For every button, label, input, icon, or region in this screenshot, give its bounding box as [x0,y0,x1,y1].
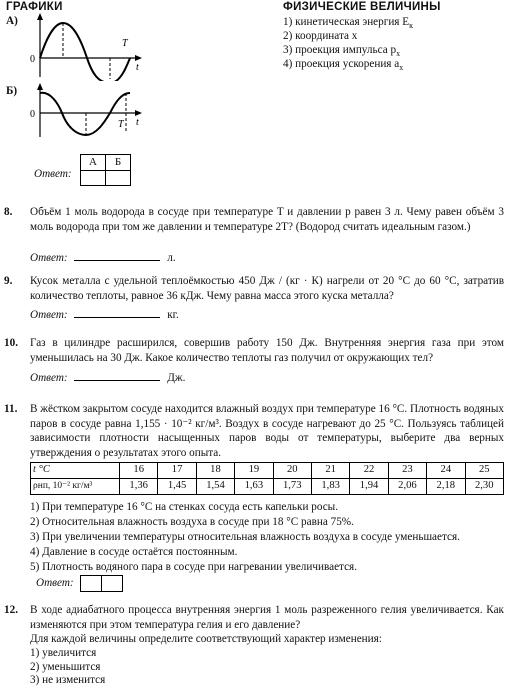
answer-cell-b[interactable] [106,170,131,185]
q11-density-cell: 1,94 [350,479,388,495]
q11-density-row [31,479,504,495]
q10-number: 10. [4,337,18,349]
q11-temp-cell: 23 [388,463,426,479]
q12-option: 3) не изменится [30,674,106,686]
graph-a-T: T [122,38,128,49]
q12-option: 1) увеличится [30,647,97,659]
q9-answer-field[interactable] [74,307,160,318]
q12-text: В ходе адиабатного процесса внутренняя энергия 1 моль разреженного гелия увеличивается. Как изменяются при этом температура гелия и его давление? [30,604,504,631]
q11-density-cell: 1,54 [196,479,234,495]
answer-grid-ab[interactable] [80,154,131,186]
q11-options [30,500,504,575]
q8-answer-label: Ответ: [30,252,68,264]
q12-options [30,646,230,687]
q11-answer-box-2[interactable] [102,575,123,592]
quantity-item: 4) проекция ускорения $a_x$ [283,58,404,73]
q11-density-cell: 2,06 [388,479,426,495]
q11-density-cell: 1,83 [311,479,349,495]
q10-answer-field[interactable] [74,370,160,381]
graph-b-zero: 0 [30,109,35,120]
q9-unit: кг. [167,309,179,321]
q11-answer-row [36,575,123,592]
q11-text: В жёстком закрытом сосуде находится влажный воздух при температуре 16 °С. Плотность водяных паров в сосуде равна 1,155 · 10⁻² кг/м³. Воздух в сосуде нагревают до 25 °С. Пользуясь таблицей зависимости плотности насыщенных паров воды от температуры, выберите два верных утверждения о результатах этого опыта. [30,403,505,459]
q9-number: 9. [4,275,13,287]
graph-a-zero: 0 [30,54,35,65]
q10-text: Газ в цилиндре расширился, совершив работу 150 Дж. Внутренняя энергия газа при этом уменьшилась на 30 Дж. Какое количество теплоты газ получил от окружающих тел? [30,337,504,364]
q11-answer-label: Ответ: [36,577,74,590]
q8-text: Объём 1 моль водорода в сосуде при температуре T и давлении p равен 3 л. Чему равен объём 3 моль водорода при том же давлении и температуре 2T? (Водород считать идеальным газом.) [30,206,504,233]
q10-answer-label: Ответ: [30,372,68,384]
answer-cell-a[interactable] [81,170,106,185]
quantity-item: 1) кинетическая энергия $E_к$ [283,16,413,31]
q11-temp-cell: 19 [235,463,273,479]
q11-density-cell: 1,73 [273,479,311,495]
col-b-header: Б [106,155,131,171]
q11-temp-cell: 18 [196,463,234,479]
quantity-item: 3) проекция импульса $p_x$ [283,44,401,59]
q8-answer-row [30,250,176,266]
q11-option: 4) Давление в сосуде остаётся постоянным. [30,546,238,558]
graph-b [30,83,155,139]
q11-option: 3) При увеличении температуры относительная влажность воздуха в сосуде уменьшается. [30,531,460,543]
q11-option: 5) Плотность водяного пара в сосуде при нагревании увеличивается. [30,561,357,573]
graph-a-label: А) [6,15,18,27]
q12-option: 2) уменьшится [30,660,101,673]
q10-unit: Дж. [167,372,186,384]
q9-answer-label: Ответ: [30,309,68,321]
q11-density-header: ρнп, 10⁻² кг/м³ [31,479,120,495]
quantities-list [283,15,503,71]
q9-text: Кусок металла с удельной теплоёмкостью 450 Дж / (кг · К) нагрели от 20 °С до 60 °С, затратив количество теплоты, равное 36 кДж. Чему равна масса этого куска металла? [30,275,504,302]
q11-temp-cell: 22 [350,463,388,479]
graph-a [30,13,155,81]
q11-temp-cell: 16 [120,463,158,479]
q11-option: 2) Относительная влажность воздуха в сосуде при 18 °С равна 75%. [30,516,354,528]
q8-answer-field[interactable] [74,250,160,261]
q9-answer-row [30,307,179,323]
q11-density-cell: 2,18 [427,479,465,495]
q11-number: 11. [4,403,18,415]
q11-temp-cell: 25 [465,463,503,479]
q11-density-table [30,462,504,495]
q12-instruction: Для каждой величины определите соответствующий характер изменения: [30,633,382,645]
graph-b-label: Б) [6,85,18,97]
graph-b-t: t [136,117,139,128]
q12-number: 12. [4,604,18,616]
q11-temp-cell: 17 [158,463,196,479]
q11-density-cell: 1,45 [158,479,196,495]
graphs-heading: ГРАФИКИ [6,1,63,13]
q11-temp-cell: 20 [273,463,311,479]
q11-temp-cell: 21 [311,463,349,479]
q11-temp-cell: 24 [427,463,465,479]
q11-density-cell: 1,63 [235,479,273,495]
graph-a-t: t [136,62,139,73]
q11-density-cell: 1,36 [120,479,158,495]
q10-answer-row [30,370,185,386]
q11-density-cell: 2,30 [465,479,503,495]
q11-temp-header: t °С [31,463,120,479]
quantity-item: 2) координата x [283,30,358,42]
q11-answer-box-1[interactable] [80,575,102,592]
q11-temp-row [31,463,504,479]
graph-b-T: T [118,119,124,130]
answer-label-ab: Ответ: [34,168,72,180]
q8-unit: л. [167,252,176,264]
col-a-header: А [81,155,106,171]
q11-option: 1) При температуре 16 °С на стенках сосуда есть капельки росы. [30,501,338,513]
q8-number: 8. [4,206,13,218]
quantities-heading: ФИЗИЧЕСКИЕ ВЕЛИЧИНЫ [283,1,441,13]
